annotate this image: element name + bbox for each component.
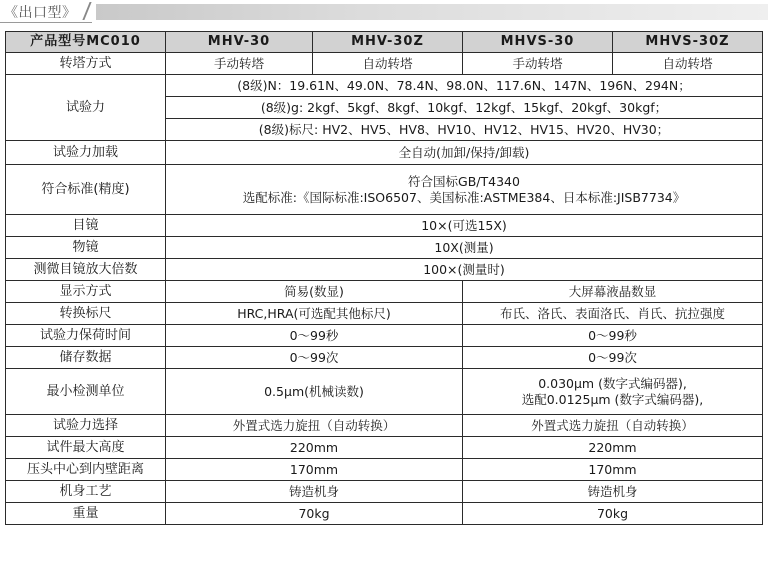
table-row: [6, 459, 763, 481]
table-row: [6, 325, 763, 347]
min-unit-line: 选配0.0125μm (数字式编码器),: [521, 391, 704, 407]
model-cell: MHVS-30: [463, 32, 613, 53]
cell-value: HRC,HRA(可选配其他标尺): [166, 303, 463, 325]
cell-value: 自动转塔: [313, 53, 463, 75]
table-row: [6, 237, 763, 259]
cell-value: 170mm: [463, 459, 763, 481]
cell-value: 0.5μm(机械读数): [166, 369, 463, 415]
row-label: 试验力加载: [6, 141, 166, 165]
table-row: [6, 369, 763, 415]
cell-value: [463, 369, 763, 415]
cell-value: 简易(数显): [166, 281, 463, 303]
standard-line: 符合国标GB/T4340: [408, 173, 520, 189]
cell-value: 自动转塔: [613, 53, 763, 75]
row-label: 试验力保荷时间: [6, 325, 166, 347]
cell-value: 全自动(加卸/保持/卸载): [166, 141, 763, 165]
section-header: [0, 0, 768, 22]
cell-value: 0～99秒: [166, 325, 463, 347]
row-label: 试件最大高度: [6, 437, 166, 459]
cell-value: 手动转塔: [463, 53, 613, 75]
row-label: 重量: [6, 503, 166, 525]
standard-line: 选配标准:《国际标准:ISO6507、美国标准:ASTME384、日本标准:JISB7734》: [242, 189, 686, 205]
table-row: [6, 481, 763, 503]
model-cell: MHVS-30Z: [613, 32, 763, 53]
row-label: 目镜: [6, 215, 166, 237]
row-label: 压头中心到内壁距离: [6, 459, 166, 481]
row-label: 转塔方式: [6, 53, 166, 75]
cell-value: (8级)g: 2kgf、5kgf、8kgf、10kgf、12kgf、15kgf、20kgf、30kgf；: [166, 97, 763, 119]
cell-value: 220mm: [166, 437, 463, 459]
table-header-row: [6, 32, 763, 53]
row-label: 测微目镜放大倍数: [6, 259, 166, 281]
cell-value: 布氏、洛氏、表面洛氏、肖氏、抗拉强度: [463, 303, 763, 325]
spec-table: [5, 31, 763, 525]
table-row: [6, 281, 763, 303]
row-label: 机身工艺: [6, 481, 166, 503]
min-unit-line: 0.030μm (数字式编码器),: [538, 375, 687, 391]
row-label: 试验力选择: [6, 415, 166, 437]
cell-value: 0～99秒: [463, 325, 763, 347]
row-label: 显示方式: [6, 281, 166, 303]
cell-value: 100×(测量时): [166, 259, 763, 281]
row-label: 转换标尺: [6, 303, 166, 325]
model-cell: MHV-30Z: [313, 32, 463, 53]
row-label: 最小检测单位: [6, 369, 166, 415]
cell-value: 外置式选力旋扭（自动转换）: [463, 415, 763, 437]
row-label: 物镜: [6, 237, 166, 259]
table-row: [6, 215, 763, 237]
row-label: 储存数据: [6, 347, 166, 369]
cell-value: [166, 165, 763, 215]
table-row: [6, 75, 763, 97]
cell-value: 170mm: [166, 459, 463, 481]
cell-value: 手动转塔: [166, 53, 313, 75]
cell-value: 220mm: [463, 437, 763, 459]
cell-value: 0～99次: [463, 347, 763, 369]
header-tab: [0, 0, 92, 23]
cell-value: (8级)标尺: HV2、HV5、HV8、HV10、HV12、HV15、HV20、HV30；: [166, 119, 763, 141]
cell-value: 70kg: [166, 503, 463, 525]
row-label: 试验力: [6, 75, 166, 141]
table-row: [6, 165, 763, 215]
model-cell: MHV-30: [166, 32, 313, 53]
row-label: 符合标准(精度): [6, 165, 166, 215]
header-gradient-bar: [96, 4, 768, 20]
table-row: [6, 503, 763, 525]
cell-value: 70kg: [463, 503, 763, 525]
header-label-cell: 产品型号MC010: [6, 32, 166, 53]
table-row: [6, 141, 763, 165]
table-row: [6, 415, 763, 437]
cell-value: 外置式选力旋扭（自动转换）: [166, 415, 463, 437]
cell-value: 铸造机身: [166, 481, 463, 503]
table-row: [6, 437, 763, 459]
section-title: 《出口型》: [4, 5, 77, 21]
cell-value: 铸造机身: [463, 481, 763, 503]
table-row: [6, 259, 763, 281]
table-row: [6, 303, 763, 325]
cell-value: (8级)N：19.61N、49.0N、78.4N、98.0N、117.6N、147N、196N、294N；: [166, 75, 763, 97]
cell-value: 10×(可选15X): [166, 215, 763, 237]
cell-value: 大屏幕液晶数显: [463, 281, 763, 303]
cell-value: 10X(测量): [166, 237, 763, 259]
table-row: [6, 53, 763, 75]
table-row: [6, 347, 763, 369]
cell-value: 0～99次: [166, 347, 463, 369]
